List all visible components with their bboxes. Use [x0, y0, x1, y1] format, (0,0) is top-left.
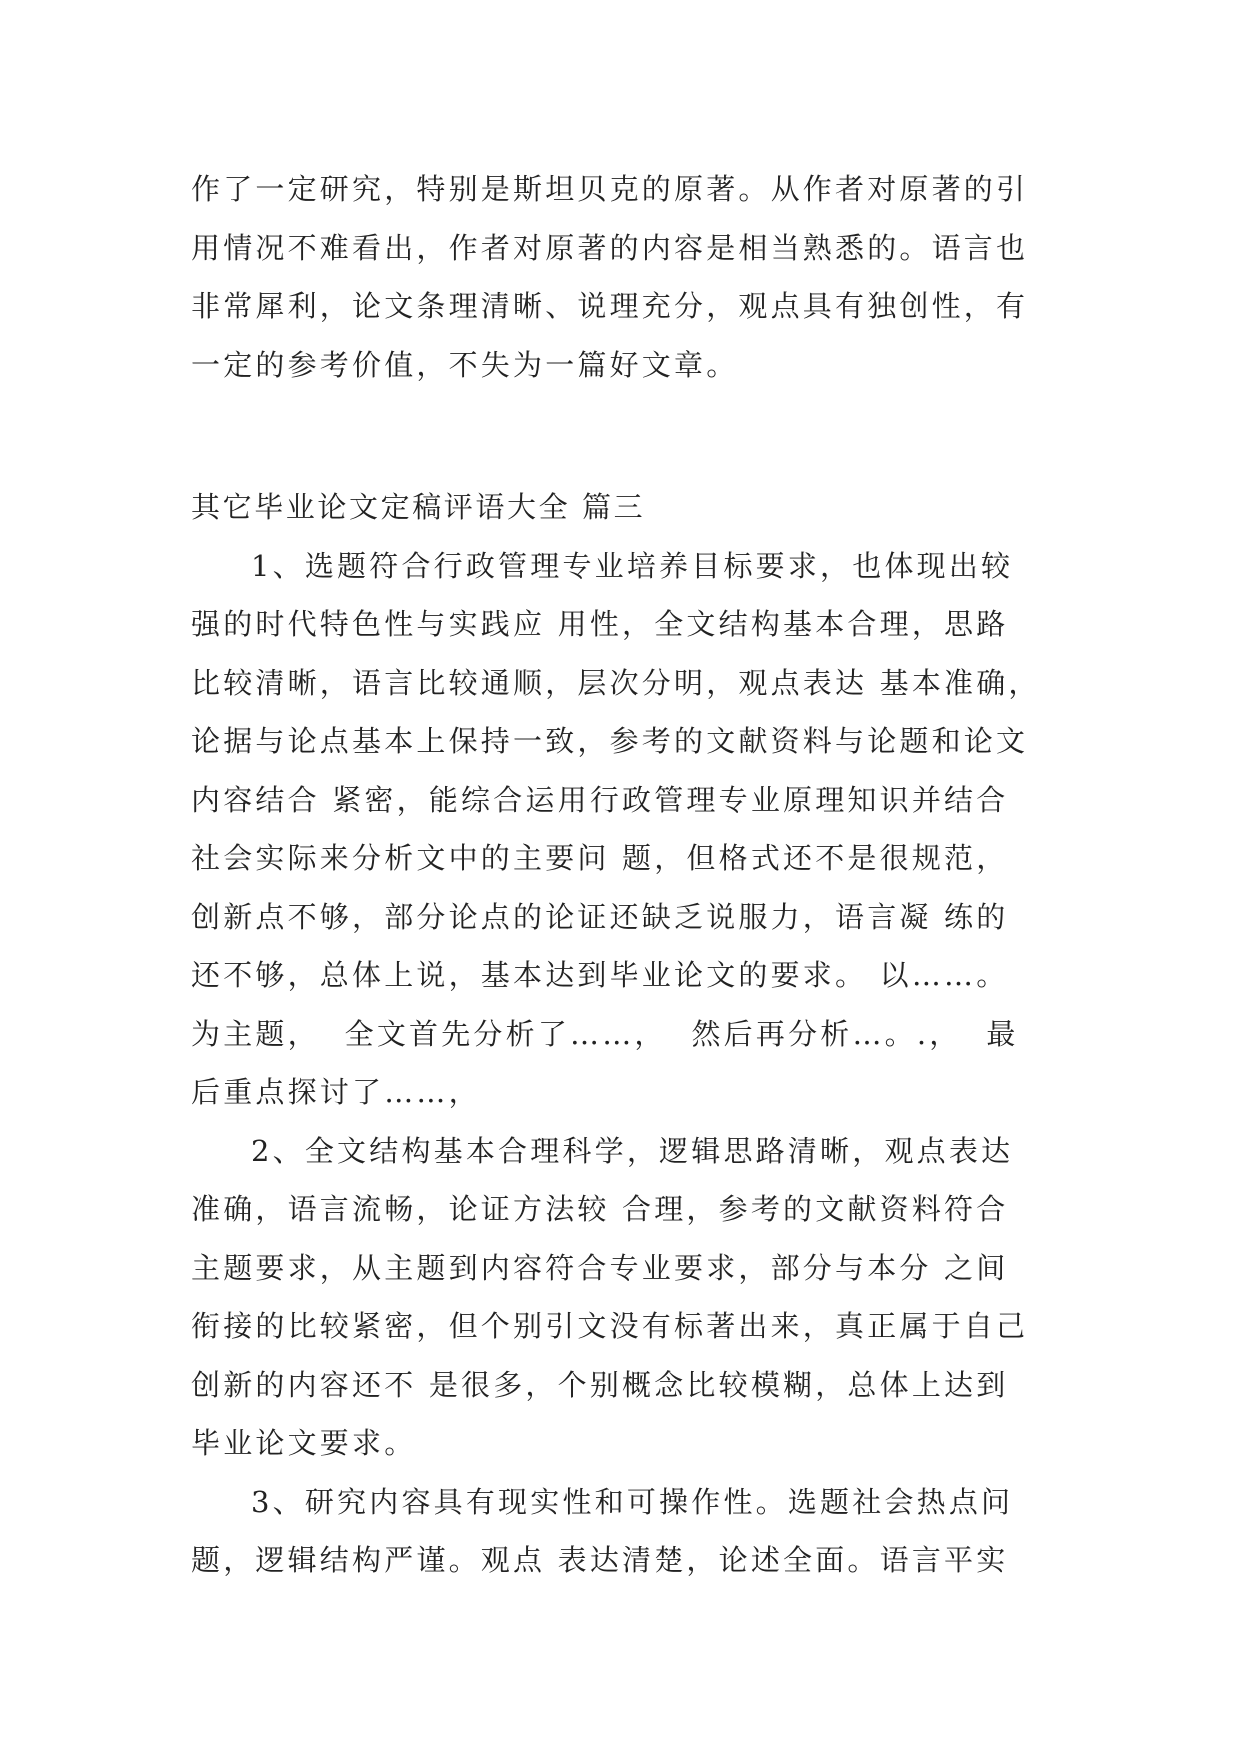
text-line: 非常犀利，论文条理清晰、说理充分，观点具有独创性，有 [191, 289, 1029, 323]
comment-item-2 [191, 1122, 1051, 1473]
paragraph-gap [191, 394, 1051, 478]
text-line: 毕业论文要求。 [191, 1426, 417, 1460]
paragraph-continuation [191, 160, 1051, 394]
text-line: 2、全文结构基本合理科学，逻辑思路清晰，观点表达 [251, 1133, 1014, 1168]
text-line: 比较清晰，语言比较通顺，层次分明，观点表达 基本准确， [191, 665, 1041, 700]
text-line: 强的时代特色性与实践应 用性，全文结构基本合理，思路 [191, 607, 1009, 641]
text-line: 一定的参考价值，不失为一篇好文章。 [191, 347, 739, 382]
text-line: 社会实际来分析文中的主要问 题，但格式还不是很规范， [191, 841, 1009, 875]
comment-item-1 [191, 537, 1051, 1122]
text-line: 为主题， 全文首先分析了……， 然后再分析…。.， 最 [191, 1016, 1019, 1051]
text-line: 还不够，总体上说，基本达到毕业论文的要求。 以……。 [191, 958, 1009, 992]
text-line: 1、选题符合行政管理专业培养目标要求，也体现出较 [251, 548, 1014, 583]
text-line: 后重点探讨了……， [191, 1075, 481, 1109]
text-line: 3、研究内容具有现实性和可操作性。选题社会热点问 [251, 1484, 1014, 1519]
document-body [191, 160, 1051, 1590]
text-line: 论据与论点基本上保持一致，参考的文献资料与论题和论文 [191, 724, 1029, 758]
text-line: 创新点不够，部分论点的论证还缺乏说服力，语言凝 练的 [191, 899, 1009, 934]
text-line: 内容结合 紧密，能综合运用行政管理专业原理知识并结合 [191, 782, 1009, 817]
text-line: 衔接的比较紧密，但个别引文没有标著出来，真正属于自己 [191, 1309, 1029, 1343]
text-line: 创新的内容还不 是很多，个别概念比较模糊，总体上达到 [191, 1367, 1009, 1402]
text-line: 准确，语言流畅，论证方法较 合理，参考的文献资料符合 [191, 1192, 1009, 1226]
text-line: 题，逻辑结构严谨。观点 表达清楚，论述全面。语言平实 [191, 1543, 1009, 1577]
text-line: 用情况不难看出，作者对原著的内容是相当熟悉的。语言也 [191, 230, 1029, 265]
text-line: 主题要求，从主题到内容符合专业要求，部分与本分 之间 [191, 1250, 1009, 1285]
section-heading: 其它毕业论文定稿评语大全 篇三 [191, 490, 646, 524]
comment-item-3 [191, 1473, 1051, 1590]
text-line: 作了一定研究，特别是斯坦贝克的原著。从作者对原著的引 [191, 172, 1029, 206]
